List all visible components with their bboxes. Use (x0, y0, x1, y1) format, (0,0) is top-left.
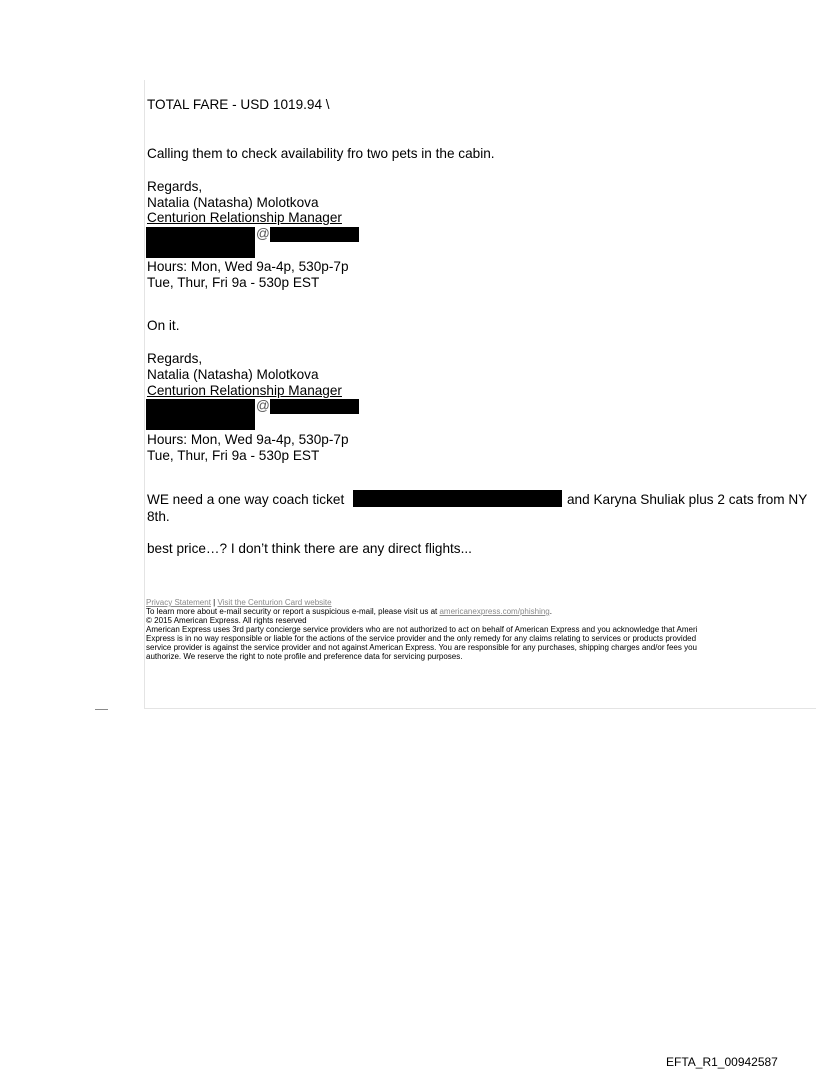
redaction-block (270, 227, 359, 242)
centurion-website-link[interactable]: Visit the Centurion Card website (217, 598, 332, 607)
request-line-3: best price…? I don’t think there are any direct flights... (147, 541, 472, 556)
sender-title: Centurion Relationship Manager (147, 210, 342, 225)
footer-disclaimer-3: service provider is against the service provider and not against American Express. You are responsible for any purchases, shipping charges and/or fees you (146, 643, 697, 652)
hours-line-2: Tue, Thur, Fri 9a - 530p EST (147, 275, 320, 290)
hours-line-2: Tue, Thur, Fri 9a - 530p EST (147, 448, 320, 463)
phishing-link[interactable]: americanexpress.com/phishing (439, 607, 550, 616)
security-end: . (549, 607, 552, 616)
sender-title: Centurion Relationship Manager (147, 383, 342, 398)
hours-line-1: Hours: Mon, Wed 9a-4p, 530p-7p (147, 432, 349, 447)
footer-disclaimer-1: American Express uses 3rd party concierge service providers who are not authorized to act on behalf of American Express and you acknowledge that Ameri (146, 625, 698, 634)
total-fare-line: TOTAL FARE - USD 1019.94 \ (147, 97, 330, 112)
hours-line-1: Hours: Mon, Wed 9a-4p, 530p-7p (147, 259, 349, 274)
email-at-sign: @ (256, 398, 270, 413)
privacy-statement-link[interactable]: Privacy Statement (146, 598, 211, 607)
footer-copyright: © 2015 American Express. All rights reserved (146, 616, 307, 625)
redaction-block (270, 399, 359, 414)
footer-separator: | (210, 598, 218, 607)
redaction-block (353, 490, 562, 507)
redaction-block (146, 399, 255, 430)
security-text: To learn more about e-mail security or report a suspicious e-mail, please visit us at (146, 607, 440, 616)
request-line-2: 8th. (147, 509, 170, 524)
message-body: On it. (147, 318, 180, 333)
bates-number: EFTA_R1_00942587 (666, 1055, 778, 1069)
footer-disclaimer-4: authorize. We reserve the right to note profile and preference data for servicing purposes. (146, 652, 463, 661)
redaction-block (146, 227, 255, 258)
regards-text: Regards, (147, 179, 203, 194)
footer-disclaimer-2: Express is in no way responsible or liable for the actions of the service provider and the only remedy for any claims relating to services or products provided (146, 634, 697, 643)
message-body: Calling them to check availability fro two pets in the cabin. (147, 146, 495, 161)
margin-mark (95, 709, 108, 710)
email-at-sign: @ (256, 226, 270, 241)
request-line-start: WE need a one way coach ticket (147, 492, 345, 507)
sender-name: Natalia (Natasha) Molotkova (147, 195, 319, 210)
sender-name: Natalia (Natasha) Molotkova (147, 367, 319, 382)
request-line-end: and Karyna Shuliak plus 2 cats from NY (567, 492, 808, 507)
regards-text: Regards, (147, 351, 203, 366)
